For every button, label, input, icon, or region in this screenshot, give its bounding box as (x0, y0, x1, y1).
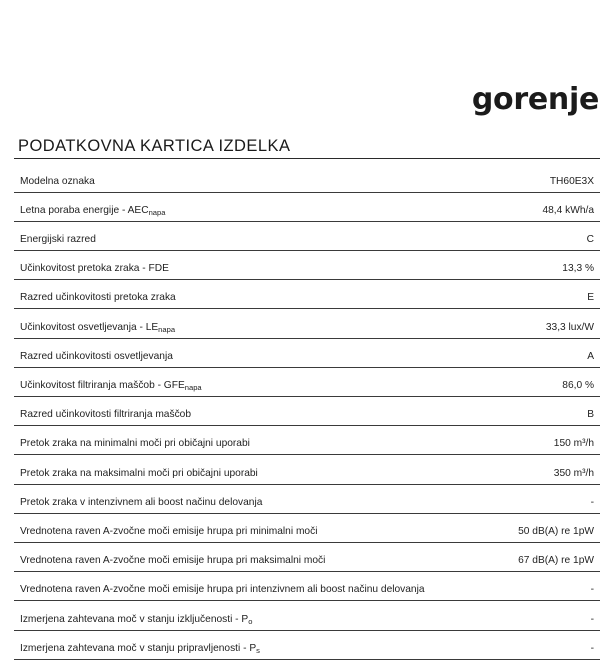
spec-label: Vrednotena raven A-zvočne moči emisije hrupa pri minimalni moči (14, 513, 438, 542)
spec-label: Učinkovitost filtriranja maščob - $GFE_{napa}$ (14, 367, 438, 396)
spec-value: - (438, 630, 600, 659)
table-row (14, 513, 600, 542)
spec-label: Modelna oznaka (14, 163, 438, 192)
spec-value: 33,3 lux/W (438, 309, 600, 338)
spec-label: Učinkovitost osvetljevanja - $LE_{napa}$ (14, 309, 438, 338)
spec-label: Izmerjena zahtevana moč v stanju izključenosti - $P_o$ (14, 601, 438, 630)
spec-value: 86,0 % (438, 367, 600, 396)
spec-label: Letna poraba energije - $AEC_{napa}$ (14, 192, 438, 221)
spec-value: 67 dB(A) re 1pW (438, 542, 600, 571)
page-title: PODATKOVNA KARTICA IZDELKA (18, 137, 291, 155)
spec-value: - (438, 572, 600, 601)
table-row (14, 630, 600, 659)
spec-label: Pretok zraka na maksimalni moči pri običajni uporabi (14, 455, 438, 484)
spec-value: 150 m³/h (438, 426, 600, 455)
table-row (14, 251, 600, 280)
spec-label: Razred učinkovitosti osvetljevanja (14, 338, 438, 367)
spec-label-subscript: napa (148, 208, 166, 218)
spec-value: A (438, 338, 600, 367)
table-row (14, 163, 600, 192)
table-row (14, 367, 600, 396)
spec-value: 13,3 % (438, 251, 600, 280)
spec-label-subscript: napa (184, 383, 202, 393)
table-row (14, 455, 600, 484)
spec-label-subscript: s (256, 645, 260, 655)
table-row (14, 338, 600, 367)
spec-label: Razred učinkovitosti filtriranja maščob (14, 397, 438, 426)
spec-value: 48,4 kWh/a (438, 192, 600, 221)
spec-value: E (438, 280, 600, 309)
table-row (14, 484, 600, 513)
title-divider (14, 158, 600, 159)
spec-label: Izmerjena zahtevana moč v stanju pripravljenosti - $P_s$ (14, 630, 438, 659)
spec-label: Vrednotena raven A-zvočne moči emisije hrupa pri intenzivnem ali boost načinu delovanja (14, 572, 438, 601)
table-row (14, 192, 600, 221)
spec-value: 50 dB(A) re 1pW (438, 513, 600, 542)
spec-value: - (438, 601, 600, 630)
table-row (14, 426, 600, 455)
gorenje-wordmark: gorenje (471, 82, 599, 117)
spec-label: Razred učinkovitosti pretoka zraka (14, 280, 438, 309)
spec-value: 350 m³/h (438, 455, 600, 484)
spec-label: Energijski razred (14, 221, 438, 250)
table-row (14, 601, 600, 630)
table-row (14, 572, 600, 601)
spec-label-subscript: o (248, 616, 253, 626)
spec-label: Učinkovitost pretoka zraka - FDE (14, 251, 438, 280)
spec-label: Pretok zraka v intenzivnem ali boost načinu delovanja (14, 484, 438, 513)
spec-value: - (438, 484, 600, 513)
table-row (14, 221, 600, 250)
table-row (14, 397, 600, 426)
spec-value: TH60E3X (438, 163, 600, 192)
spec-value: C (438, 221, 600, 250)
specification-table-body (14, 163, 600, 659)
table-row (14, 309, 600, 338)
spec-value: B (438, 397, 600, 426)
spec-label: Vrednotena raven A-zvočne moči emisije hrupa pri maksimalni moči (14, 542, 438, 571)
table-row (14, 542, 600, 571)
spec-label: Pretok zraka na minimalni moči pri običajni uporabi (14, 426, 438, 455)
specification-table (14, 163, 600, 660)
brand-logo (299, 80, 599, 120)
table-row (14, 280, 600, 309)
spec-label-subscript: napa (158, 324, 176, 334)
